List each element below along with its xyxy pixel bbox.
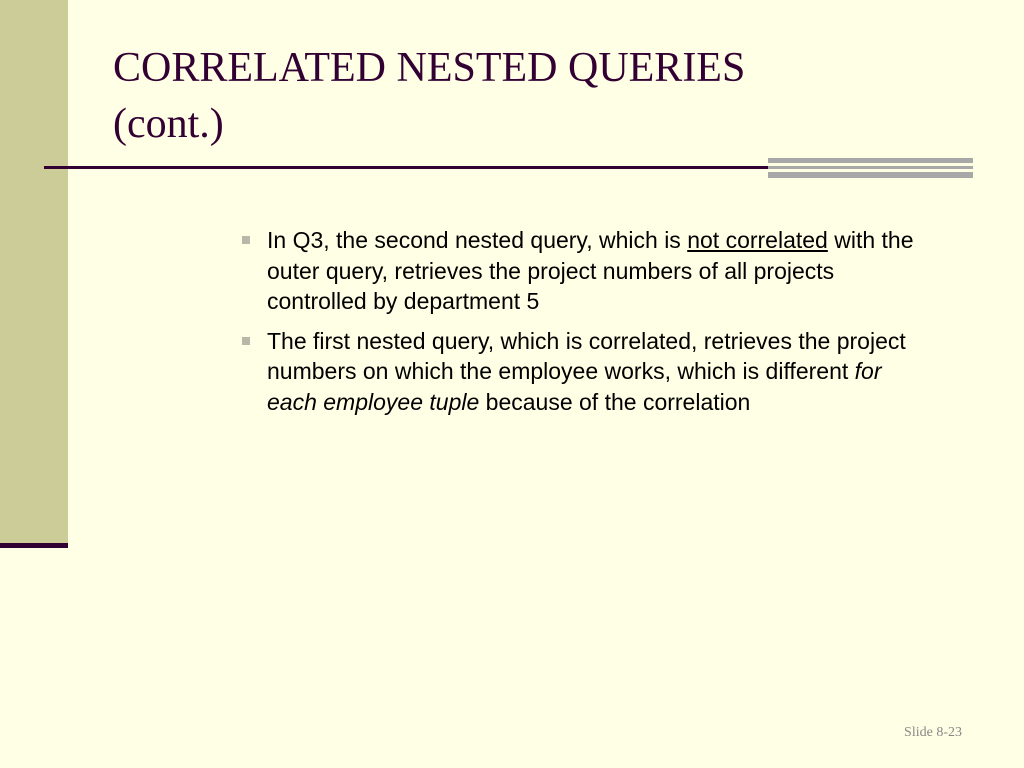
bullet-text: In Q3, the second nested query, which is xyxy=(267,227,688,253)
slide-number: Slide 8-23 xyxy=(904,725,962,740)
title-divider-accent xyxy=(768,158,973,178)
title-divider xyxy=(44,166,768,169)
slide-title-line-1: CORRELATED NESTED QUERIES xyxy=(113,45,746,91)
bullet-item xyxy=(242,326,932,418)
bullet-list xyxy=(242,225,932,426)
bullet-italic-text: for each employee tuple xyxy=(267,358,882,415)
square-bullet-icon xyxy=(242,337,250,345)
bullet-text: The first nested query, which is correlated, retrieves the project numbers on which the employee works, which is different xyxy=(267,327,906,384)
slide-title xyxy=(113,40,913,152)
square-bullet-icon xyxy=(242,236,250,244)
slide-title-line-2: (cont.) xyxy=(113,101,224,147)
bullet-underlined-text: not correlated xyxy=(687,227,828,253)
bullet-text: with the outer query, retrieves the project numbers of all projects controlled by department 5 xyxy=(267,227,914,314)
bullet-text: because of the correlation xyxy=(479,388,751,415)
left-sidebar-bar xyxy=(0,0,68,548)
bullet-item xyxy=(242,225,932,317)
left-sidebar-accent xyxy=(0,543,68,548)
